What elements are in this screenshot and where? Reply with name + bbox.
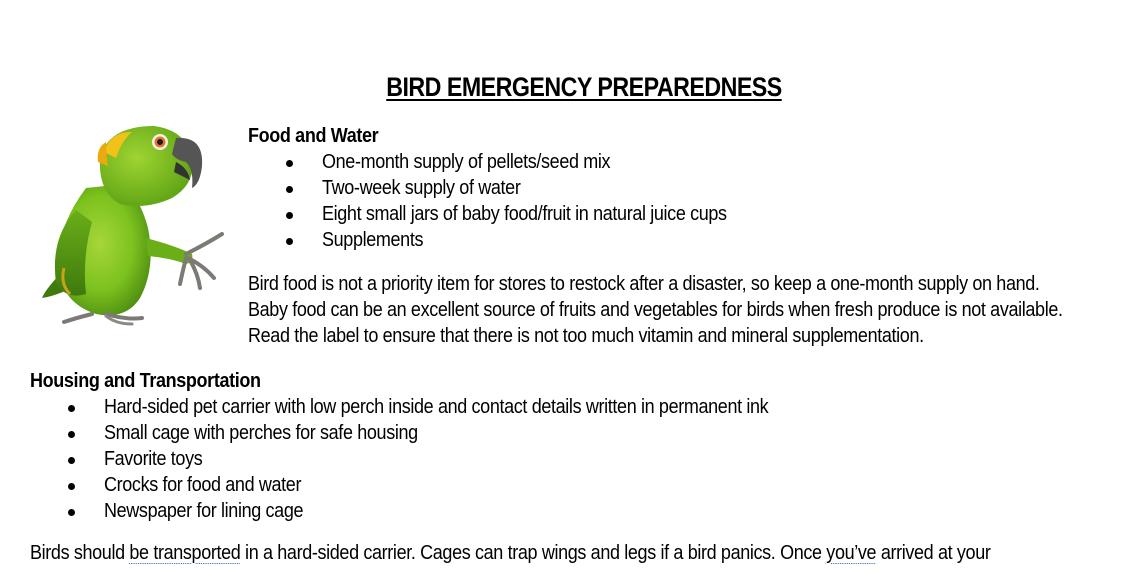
list-item: Newspaper for lining cage bbox=[30, 498, 1097, 524]
list-item: Two-week supply of water bbox=[248, 175, 1143, 201]
food-water-heading: Food and Water bbox=[248, 125, 379, 147]
list-item: Favorite toys bbox=[30, 446, 1097, 472]
food-paragraph-line: Read the label to ensure that there is not too much vitamin and mineral supplementation. bbox=[248, 325, 924, 347]
housing-section bbox=[30, 368, 1097, 566]
food-water-list bbox=[248, 149, 1143, 253]
housing-list bbox=[30, 394, 1097, 524]
bullet-icon bbox=[286, 160, 293, 167]
food-paragraph-line: Baby food can be an excellent source of fruits and vegetables for birds when fresh produce is not available. bbox=[248, 299, 1063, 321]
list-item: Hard-sided pet carrier with low perch inside and contact details written in permanent ink bbox=[30, 394, 1097, 420]
list-item: Crocks for food and water bbox=[30, 472, 1097, 498]
housing-paragraph-line: Birds should be transported in a hard-sided carrier. Cages can trap wings and legs if a bird panics. Once you’ve arrived at your bbox=[30, 542, 991, 564]
food-paragraph-line: Bird food is not a priority item for stores to restock after a disaster, so keep a one-month supply on hand. bbox=[248, 273, 1040, 295]
bullet-icon bbox=[68, 431, 75, 438]
bullet-icon bbox=[68, 405, 75, 412]
list-item: One-month supply of pellets/seed mix bbox=[248, 149, 1143, 175]
document-title: BIRD EMERGENCY PREPAREDNESS bbox=[386, 72, 782, 102]
list-item: Small cage with perches for safe housing bbox=[30, 420, 1097, 446]
housing-heading: Housing and Transportation bbox=[30, 370, 261, 392]
bullet-icon bbox=[286, 238, 293, 245]
bullet-icon bbox=[68, 457, 75, 464]
food-water-section bbox=[248, 123, 1143, 349]
list-item: Eight small jars of baby food/fruit in natural juice cups bbox=[248, 201, 1143, 227]
bullet-icon bbox=[68, 483, 75, 490]
spellcheck-flag[interactable]: you’ve bbox=[826, 542, 877, 564]
list-item: Supplements bbox=[248, 227, 1143, 253]
bullet-icon bbox=[68, 509, 75, 516]
spellcheck-flag[interactable]: be transported bbox=[129, 542, 241, 564]
bullet-icon bbox=[286, 212, 293, 219]
bullet-icon bbox=[286, 186, 293, 193]
parrot-image bbox=[36, 118, 232, 328]
